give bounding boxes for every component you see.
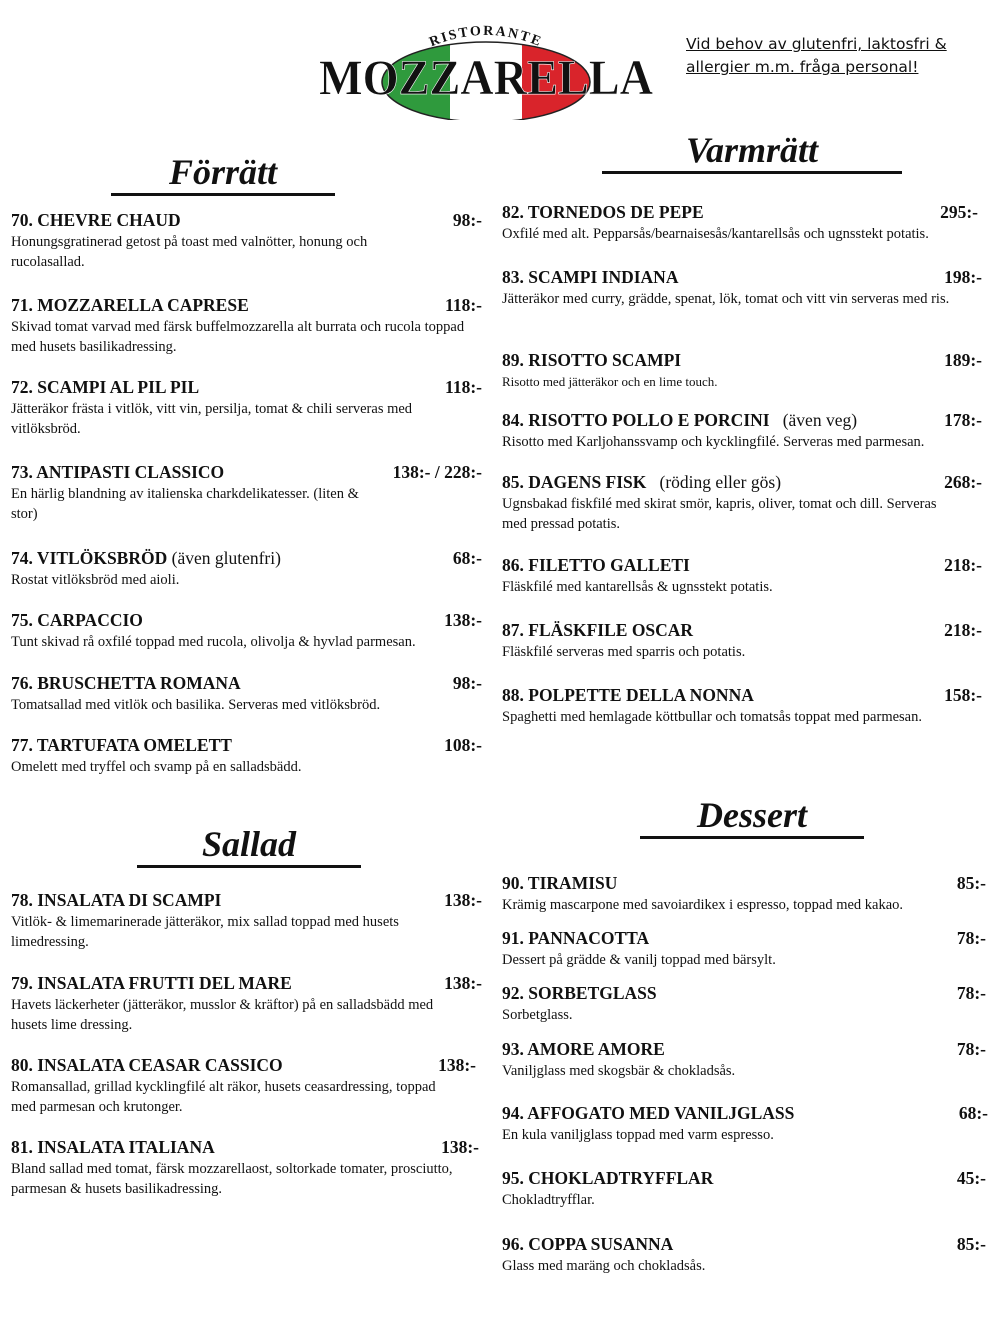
dish-name: 92. SORBETGLASS xyxy=(502,983,657,1003)
dish-description: Jätteräkor frästa i vitlök, vitt vin, persilja, tomat & chili serveras med vitlöksbröd. xyxy=(11,401,413,437)
dish-price: 218:- xyxy=(944,620,982,640)
dish-description: Ugnsbakad fiskfilé med skirat smör, kapris, oliver, tomat och dill. Serveras med pressad potatis. xyxy=(502,496,937,532)
dish-price: 78:- xyxy=(956,983,986,1003)
menu-item xyxy=(502,409,994,452)
dish-description: Vitlök- & limemarinerade jätteräkor, mix sallad toppad med husets limedressing. xyxy=(11,914,399,950)
dish-name: 90. TIRAMISU xyxy=(502,873,618,893)
menu-item xyxy=(11,376,486,439)
menu-item-header xyxy=(502,1167,994,1189)
menu-item xyxy=(502,1102,994,1145)
dish-price: 138:- xyxy=(441,1137,479,1157)
dish-description: Glass med maräng och chokladsås. xyxy=(502,1258,706,1274)
dish-note: (även glutenfri) xyxy=(167,548,281,568)
menu-item xyxy=(11,461,486,524)
dish-name: 89. RISOTTO SCAMPI xyxy=(502,350,682,370)
dish-name: 84. RISOTTO POLLO E PORCINI xyxy=(502,410,770,430)
allergy-note: Vid behov av glutenfri, laktosfri & allergier m.m. fråga personal! xyxy=(686,35,947,76)
menu-item-header xyxy=(502,619,994,641)
dish-description: Oxfilé med alt. Pepparsås/bearnaisesås/kantarellsås och ugnsstekt potatis. xyxy=(502,226,929,242)
menu-item xyxy=(502,471,994,534)
dish-price: 118:- xyxy=(445,377,482,397)
menu-item-header xyxy=(11,889,486,911)
dish-name: 77. TARTUFATA OMELETT xyxy=(11,735,232,755)
menu-item xyxy=(502,872,994,915)
dish-description: Dessert på grädde & vanilj toppad med bärsylt. xyxy=(502,952,776,968)
menu-item-header xyxy=(502,409,994,431)
menu-item xyxy=(502,1233,994,1276)
restaurant-logo xyxy=(316,20,656,120)
section-title-text: Varmrätt xyxy=(685,130,819,170)
dish-price: 85:- xyxy=(956,1234,986,1254)
dish-description: Honungsgratinerad getost på toast med valnötter, honung och rucolasallad. xyxy=(11,234,368,270)
dish-price: 178:- xyxy=(944,410,982,430)
dish-description: Fläskfilé serveras med sparris och potatis. xyxy=(502,644,746,660)
menu-item-header xyxy=(11,609,486,631)
dish-name: 87. FLÄSKFILE OSCAR xyxy=(502,620,694,640)
dish-description: En härlig blandning av italienska charkdelikatesser. (liten & stor) xyxy=(11,486,359,522)
menu-item-header xyxy=(11,672,486,694)
dish-price: 295:- xyxy=(940,202,978,222)
dish-name: 88. POLPETTE DELLA NONNA xyxy=(502,685,754,705)
menu-item xyxy=(11,972,486,1035)
dish-name: 85. DAGENS FISK xyxy=(502,472,647,492)
dish-price: 198:- xyxy=(944,267,982,287)
section-underline xyxy=(602,171,902,174)
dish-price: 268:- xyxy=(944,472,982,492)
menu-item-header xyxy=(502,1233,994,1255)
dish-name: 75. CARPACCIO xyxy=(11,610,143,630)
menu-item xyxy=(502,1038,994,1081)
dish-name: 80. INSALATA CEASAR CASSICO xyxy=(11,1055,283,1075)
dish-name: 96. COPPA SUSANNA xyxy=(502,1234,674,1254)
menu-item xyxy=(11,1136,486,1199)
dish-description: Bland sallad med tomat, färsk mozzarellaost, soltorkade tomater, prosciutto, parmesan & husets basilikadressing. xyxy=(11,1161,453,1197)
dish-description: Krämig mascarpone med savoiardikex i espresso, toppad med kakao. xyxy=(502,897,904,913)
menu-item-header xyxy=(502,471,994,493)
dish-price: 68:- xyxy=(452,548,482,568)
dish-description: Vaniljglass med skogsbär & chokladsås. xyxy=(502,1063,736,1079)
dish-name: 93. AMORE AMORE xyxy=(502,1039,665,1059)
section-title-text: Dessert xyxy=(697,795,807,835)
dish-note: (även veg) xyxy=(769,410,858,430)
menu-item-header xyxy=(502,349,994,371)
dish-price: 68:- xyxy=(958,1103,988,1123)
dish-description: Skivad tomat varvad med färsk buffelmozzarella alt burrata och rucola toppad med husets basilikadressing. xyxy=(11,319,465,355)
dish-name: 86. FILETTO GALLETI xyxy=(502,555,690,575)
menu-item xyxy=(502,554,994,597)
menu-item-header xyxy=(502,1038,994,1060)
dish-description: Sorbetglass. xyxy=(502,1007,573,1023)
dish-name: 94. AFFOGATO MED VANILJGLASS xyxy=(502,1103,795,1123)
section-underline xyxy=(640,836,864,839)
section-underline xyxy=(111,193,335,196)
dish-price: 45:- xyxy=(956,1168,986,1188)
menu-item xyxy=(502,927,994,970)
dish-price: 138:- xyxy=(444,610,482,630)
menu-item xyxy=(11,209,486,272)
section-title-varmratt xyxy=(602,130,902,170)
menu-item-header xyxy=(502,684,994,706)
dish-description: Tunt skivad rå oxfilé toppad med rucola, olivolja & hyvlad parmesan. xyxy=(11,634,416,650)
menu-item xyxy=(11,734,486,777)
dish-price: 108:- xyxy=(444,735,482,755)
dish-name: 81. INSALATA ITALIANA xyxy=(11,1137,215,1157)
logo-top-text: RISTORANTE xyxy=(427,23,545,51)
menu-item xyxy=(502,349,994,392)
menu-item-header xyxy=(11,461,486,483)
dish-price: 138:- / 228:- xyxy=(392,462,482,482)
dish-name: 79. INSALATA FRUTTI DEL MARE xyxy=(11,973,292,993)
menu-item-header xyxy=(11,294,486,316)
logo-name-text: MOZZARELLA xyxy=(319,49,653,105)
menu-item xyxy=(11,889,486,952)
dish-name: 95. CHOKLADTRYFFLAR xyxy=(502,1168,714,1188)
menu-item-header xyxy=(502,872,994,894)
menu-item-header xyxy=(11,209,486,231)
menu-item-header xyxy=(11,734,486,756)
dish-description: Spaghetti med hemlagade köttbullar och tomatsås toppat med parmesan. xyxy=(502,709,922,725)
menu-item-header xyxy=(11,547,486,569)
dish-description: En kula vaniljglass toppad med varm espresso. xyxy=(502,1127,774,1143)
dish-name: 70. CHEVRE CHAUD xyxy=(11,210,181,230)
dish-price: 118:- xyxy=(445,295,482,315)
section-title-dessert xyxy=(640,795,864,835)
dish-description: Tomatsallad med vitlök och basilika. Serveras med vitlöksbröd. xyxy=(11,697,381,713)
dish-description: Jätteräkor med curry, grädde, spenat, lök, tomat och vitt vin serveras med ris. xyxy=(502,291,950,307)
section-title-forratt xyxy=(111,152,335,192)
logo-emblem xyxy=(316,20,656,120)
dish-description: Omelett med tryffel och svamp på en salladsbädd. xyxy=(11,759,302,775)
menu-item xyxy=(11,1054,486,1117)
dish-price: 78:- xyxy=(956,1039,986,1059)
menu-item xyxy=(11,609,486,652)
dish-name: 83. SCAMPI INDIANA xyxy=(502,267,679,287)
section-underline xyxy=(137,865,361,868)
dish-price: 138:- xyxy=(438,1055,476,1075)
menu-item-header xyxy=(502,1102,994,1124)
menu-item-header xyxy=(502,927,994,949)
dish-name: 72. SCAMPI AL PIL PIL xyxy=(11,377,200,397)
dish-price: 189:- xyxy=(944,350,982,370)
dish-name: 71. MOZZARELLA CAPRESE xyxy=(11,295,249,315)
dish-name: 74. VITLÖKSBRÖD xyxy=(11,548,168,568)
dish-name: 73. ANTIPASTI CLASSICO xyxy=(11,462,225,482)
dish-price: 218:- xyxy=(944,555,982,575)
dish-price: 138:- xyxy=(444,973,482,993)
dish-description: Fläskfilé med kantarellsås & ugnsstekt potatis. xyxy=(502,579,773,595)
dish-price: 98:- xyxy=(452,210,482,230)
menu-item-header xyxy=(11,1136,486,1158)
menu-item xyxy=(11,547,486,590)
menu-item-header xyxy=(11,1054,486,1076)
menu-item xyxy=(11,672,486,715)
menu-item-header xyxy=(11,376,486,398)
dish-price: 78:- xyxy=(956,928,986,948)
menu-item xyxy=(502,201,994,244)
menu-item xyxy=(502,982,994,1025)
dish-description: Risotto med Karljohanssvamp och kycklingfilé. Serveras med parmesan. xyxy=(502,434,925,450)
menu-item xyxy=(502,684,994,727)
dish-name: 76. BRUSCHETTA ROMANA xyxy=(11,673,241,693)
menu-item-header xyxy=(502,201,994,223)
dish-price: 158:- xyxy=(944,685,982,705)
menu-item xyxy=(502,266,994,309)
menu-item-header xyxy=(502,266,994,288)
dish-description: Rostat vitlöksbröd med aioli. xyxy=(11,572,180,588)
dish-price: 85:- xyxy=(956,873,986,893)
dish-price: 98:- xyxy=(452,673,482,693)
dish-description: Romansallad, grillad kycklingfilé alt räkor, husets ceasardressing, toppad med parmesan och krutonger. xyxy=(11,1079,436,1115)
menu-item xyxy=(502,619,994,662)
dish-description: Havets läckerheter (jätteräkor, musslor & kräftor) på en salladsbädd med husets lime dressing. xyxy=(11,997,434,1033)
menu-item-header xyxy=(502,554,994,576)
dish-name: 78. INSALATA DI SCAMPI xyxy=(11,890,222,910)
dish-name: 91. PANNACOTTA xyxy=(502,928,650,948)
dish-description: Risotto med jätteräkor och en lime touch. xyxy=(502,374,718,389)
menu-item xyxy=(11,294,486,357)
dish-note: (röding eller gös) xyxy=(646,472,782,492)
section-title-text: Sallad xyxy=(201,824,297,864)
dish-price: 138:- xyxy=(444,890,482,910)
dish-name: 82. TORNEDOS DE PEPE xyxy=(502,202,704,222)
menu-item-header xyxy=(502,982,994,1004)
menu-item xyxy=(502,1167,994,1210)
dish-description: Chokladtryfflar. xyxy=(502,1192,595,1208)
section-title-sallad xyxy=(137,824,361,864)
menu-item-header xyxy=(11,972,486,994)
section-title-text: Förrätt xyxy=(168,152,278,192)
